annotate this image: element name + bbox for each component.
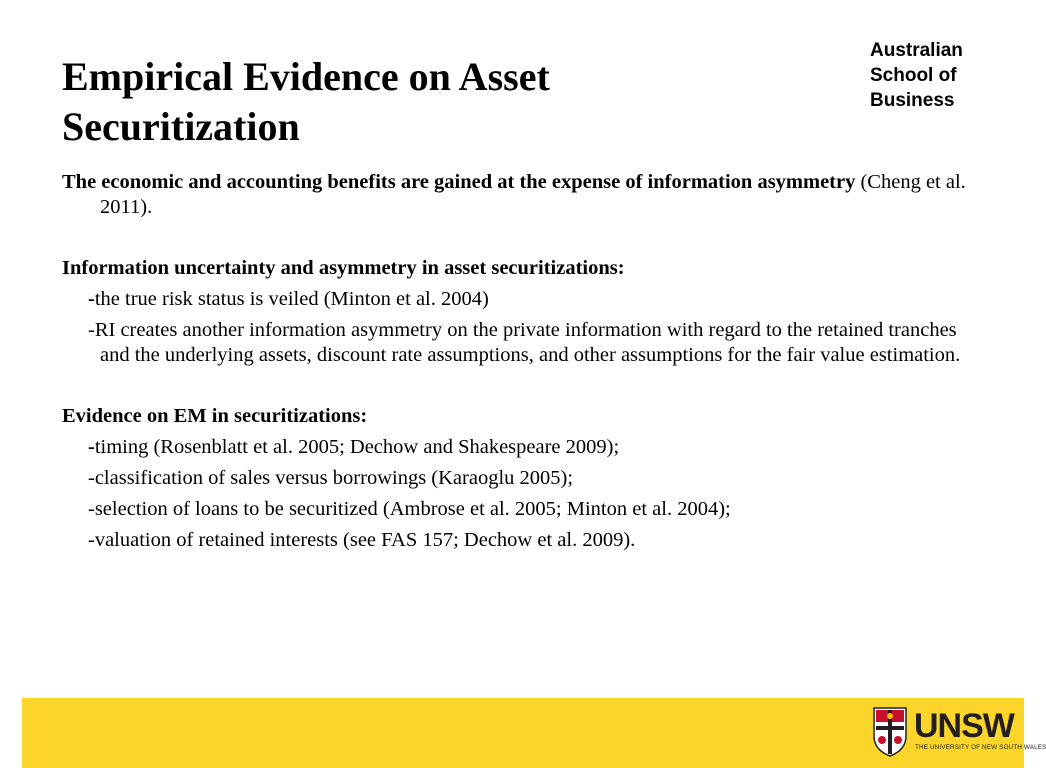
slide-body [62, 170, 972, 553]
unsw-crest-icon [872, 706, 908, 758]
school-name-line: Australian [870, 40, 963, 61]
bullet-item: -timing (Rosenblatt et al. 2005; Dechow and Shakespeare 2009); [88, 436, 620, 458]
school-name-line: Business [870, 90, 955, 111]
school-name-line: School of [870, 65, 957, 86]
slide-title: Empirical Evidence on Asset Securitization [62, 54, 550, 149]
unsw-logo-subtext: THE UNIVERSITY OF NEW SOUTH WALES [915, 744, 1046, 751]
bullet-text: timing (Rosenblatt et al. 2005; Dechow and Shakespeare 2009); [94, 436, 620, 458]
intro-bold-text: The economic and accounting benefits are gained at the expense of information asymmetry [62, 171, 856, 193]
bullet-item: -the true risk status is veiled (Minton et al. 2004) [88, 288, 489, 310]
bullet-item: -valuation of retained interests (see FAS 157; Dechow et al. 2009). [88, 529, 636, 551]
bullet-item: -classification of sales versus borrowings (Karaoglu 2005); [88, 467, 574, 489]
bullet-item: -selection of loans to be securitized (Ambrose et al. 2005; Minton et al. 2004); [88, 498, 731, 520]
section-heading-information: Information uncertainty and asymmetry in asset securitizations: [62, 257, 625, 279]
bullet-text: the true risk status is veiled (Minton et al. 2004) [94, 288, 489, 310]
section-heading-evidence: Evidence on EM in securitizations: [62, 405, 368, 427]
intro-paragraph [62, 170, 972, 220]
bullet-item: -RI creates another information asymmetry on the private information with regard to the retained tranches and the underlying assets, discount rate assumptions, and other assumptions for the fair value estimation. [88, 319, 961, 366]
unsw-logo: UNSW [914, 707, 1014, 745]
school-name [870, 38, 963, 113]
intro-citation: (Cheng et al. 2011). [100, 171, 966, 218]
